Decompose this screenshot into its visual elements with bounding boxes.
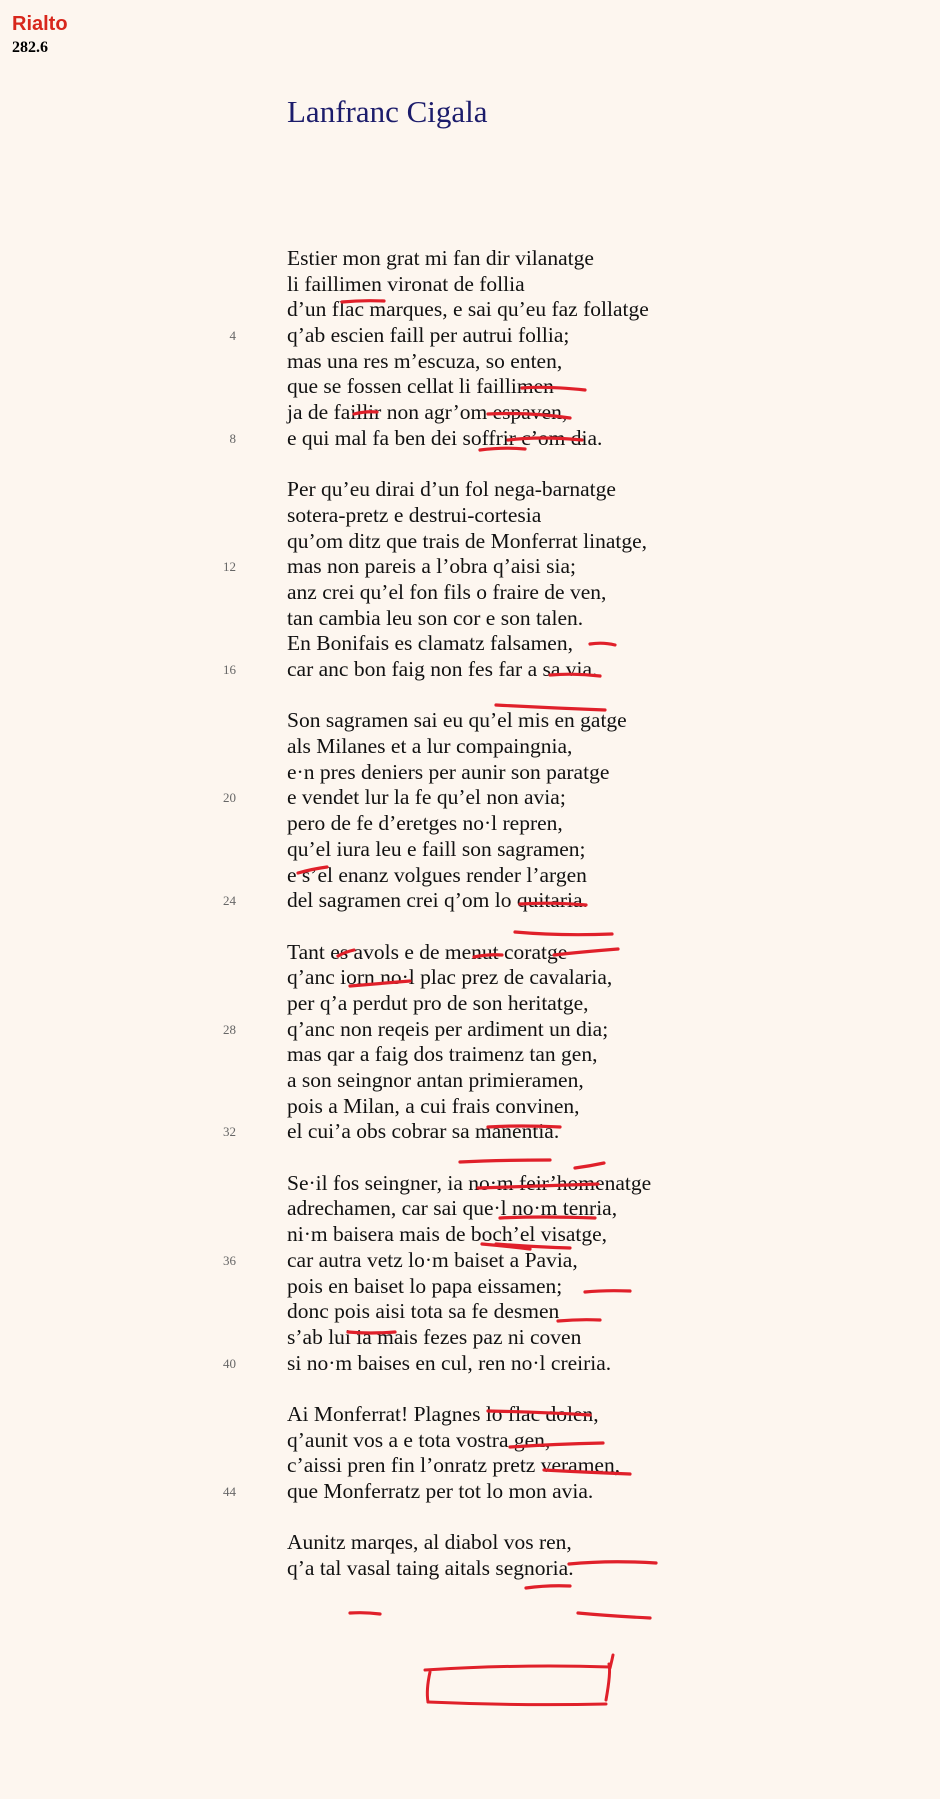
poem-body	[0, 246, 940, 1582]
verse-text: si no·m baises en cul, ren no·l creiria.	[287, 1350, 612, 1375]
verse-line	[0, 657, 940, 683]
brand-logo: Rialto	[12, 13, 68, 35]
verse-line	[0, 426, 940, 452]
verse-text: q’anc iorn no·l plac prez de cavalaria,	[287, 965, 613, 990]
verse-text: c’aissi pren fin l’onratz pretz veramen,	[287, 1453, 621, 1478]
verse-line	[0, 760, 940, 786]
verse-line	[0, 631, 940, 657]
verse-line	[0, 1325, 940, 1351]
verse-line	[0, 1196, 940, 1222]
verse-line	[0, 606, 940, 632]
verse-line	[0, 811, 940, 837]
verse-line	[0, 1479, 940, 1505]
verse-text: pois a Milan, a cui frais convinen,	[287, 1093, 580, 1118]
document-code: 282.6	[12, 39, 48, 56]
line-number: 36	[223, 1252, 236, 1268]
poem-title: Lanfranc Cigala	[287, 94, 488, 129]
verse-text: Estier mon grat mi fan dir vilanatge	[287, 246, 594, 270]
stanza	[0, 940, 940, 1146]
verse-text: li faillimen vironat de follia	[287, 271, 525, 296]
verse-line	[0, 374, 940, 400]
verse-line	[0, 1222, 940, 1248]
verse-line	[0, 1017, 940, 1043]
verse-text: e qui mal fa ben dei soffrir c’om dia.	[287, 425, 603, 450]
verse-text: q’aunit vos a e tota vostra gen,	[287, 1427, 551, 1452]
verse-line	[0, 400, 940, 426]
verse-line	[0, 734, 940, 760]
verse-line	[0, 272, 940, 298]
verse-text: el cui’a obs cobrar sa manentia.	[287, 1119, 560, 1144]
line-number: 32	[223, 1124, 236, 1140]
stanza	[0, 1402, 940, 1505]
verse-line	[0, 1453, 940, 1479]
verse-line	[0, 1248, 940, 1274]
line-number: 28	[223, 1021, 236, 1037]
verse-text: donc pois aisi tota sa fe desmen	[287, 1299, 560, 1324]
verse-text: mas qar a faig dos traimenz tan gen,	[287, 1042, 598, 1067]
verse-text: pois en baiset lo papa eissamen;	[287, 1273, 563, 1298]
verse-line	[0, 863, 940, 889]
verse-line	[0, 1530, 940, 1556]
verse-line	[0, 837, 940, 863]
verse-text: ni·m baisera mais de boch’el visatge,	[287, 1222, 608, 1247]
line-number: 44	[223, 1484, 236, 1499]
verse-text: q’anc non reqeis per ardiment un dia;	[287, 1016, 609, 1041]
verse-text: q’ab escien faill per autrui follia;	[287, 323, 570, 348]
verse-line	[0, 297, 940, 323]
stanza	[0, 708, 940, 914]
verse-text: mas una res m’escuza, so enten,	[287, 348, 563, 373]
verse-text: e s’el enanz volgues render l’argen	[287, 862, 587, 887]
verse-text: car anc bon faig non fes far a sa via.	[287, 657, 598, 681]
stanza	[0, 1530, 940, 1581]
verse-line	[0, 503, 940, 529]
verse-line	[0, 1042, 940, 1068]
verse-line	[0, 708, 940, 734]
verse-line	[0, 323, 940, 349]
verse-text: Son sagramen sai eu qu’el mis en gatge	[287, 708, 627, 733]
verse-line	[0, 1428, 940, 1454]
verse-text: e·n pres deniers per aunir son paratge	[287, 759, 610, 784]
verse-line	[0, 1299, 940, 1325]
verse-text: s’ab lui ia mais fezes paz ni coven	[287, 1324, 582, 1349]
verse-line	[0, 1351, 940, 1377]
verse-line	[0, 1119, 940, 1145]
line-number: 16	[223, 662, 236, 677]
verse-text: d’un flac marques, e sai qu’eu faz follatge	[287, 297, 649, 322]
verse-text: adrechamen, car sai que·l no·m tenria,	[287, 1196, 618, 1221]
verse-text: Aunitz marqes, al diabol vos ren,	[287, 1530, 572, 1555]
verse-text: tan cambia leu son cor e son talen.	[287, 605, 584, 630]
verse-text: Tant es avols e de menut coratge	[287, 939, 568, 964]
line-number: 12	[223, 559, 236, 575]
verse-line	[0, 940, 940, 966]
verse-line	[0, 1274, 940, 1300]
verse-line	[0, 785, 940, 811]
stanza	[0, 246, 940, 452]
verse-line	[0, 991, 940, 1017]
verse-text: sotera-pretz e destrui-cortesia	[287, 502, 542, 527]
verse-text: Se·il fos seingner, ia no·m feir’homenatge	[287, 1170, 652, 1195]
verse-text: qu’om ditz que trais de Monferrat linatge,	[287, 528, 648, 553]
line-number: 24	[223, 893, 236, 909]
verse-text: Per qu’eu dirai d’un fol nega-barnatge	[287, 477, 616, 502]
verse-line	[0, 477, 940, 503]
verse-text: del sagramen crei q’om lo quitaria.	[287, 888, 588, 913]
verse-line	[0, 246, 940, 272]
line-number: 40	[223, 1355, 236, 1371]
verse-line	[0, 1068, 940, 1094]
verse-text: que se fossen cellat li faillimen	[287, 374, 554, 399]
line-number: 4	[229, 328, 236, 344]
verse-line	[0, 1094, 940, 1120]
verse-text: e vendet lur la fe qu’el non avia;	[287, 785, 566, 810]
verse-text: q’a tal vasal taing aitals segnoria.	[287, 1556, 574, 1581]
annotation-box	[425, 1655, 613, 1705]
verse-text: qu’el iura leu e faill son sagramen;	[287, 836, 586, 861]
verse-text: a son seingnor antan primieramen,	[287, 1068, 584, 1092]
verse-line	[0, 554, 940, 580]
verse-text: als Milanes et a lur compaingnia,	[287, 734, 573, 759]
verse-line	[0, 529, 940, 555]
verse-text: anz crei qu’el fon fils o fraire de ven,	[287, 579, 607, 604]
verse-line	[0, 965, 940, 991]
line-number: 8	[229, 430, 236, 446]
verse-text: pero de fe d’eretges no·l repren,	[287, 811, 563, 836]
verse-line	[0, 888, 940, 914]
verse-line	[0, 1556, 940, 1582]
stanza	[0, 1171, 940, 1377]
verse-line	[0, 580, 940, 606]
verse-text: En Bonifais es clamatz falsamen,	[287, 631, 573, 656]
verse-line	[0, 1171, 940, 1197]
verse-line	[0, 1402, 940, 1428]
line-number: 20	[223, 790, 236, 806]
verse-text: mas non pareis a l’obra q’aisi sia;	[287, 554, 576, 579]
verse-text: Ai Monferrat! Plagnes lo flac dolen,	[287, 1401, 599, 1426]
verse-text: per q’a perdut pro de son heritatge,	[287, 990, 589, 1015]
stanza	[0, 477, 940, 683]
verse-line	[0, 349, 940, 375]
verse-text: car autra vetz lo·m baiset a Pavia,	[287, 1247, 578, 1272]
verse-text: ja de faillir non agr’om espaven,	[287, 400, 568, 425]
verse-text: que Monferratz per tot lo mon avia.	[287, 1479, 594, 1503]
